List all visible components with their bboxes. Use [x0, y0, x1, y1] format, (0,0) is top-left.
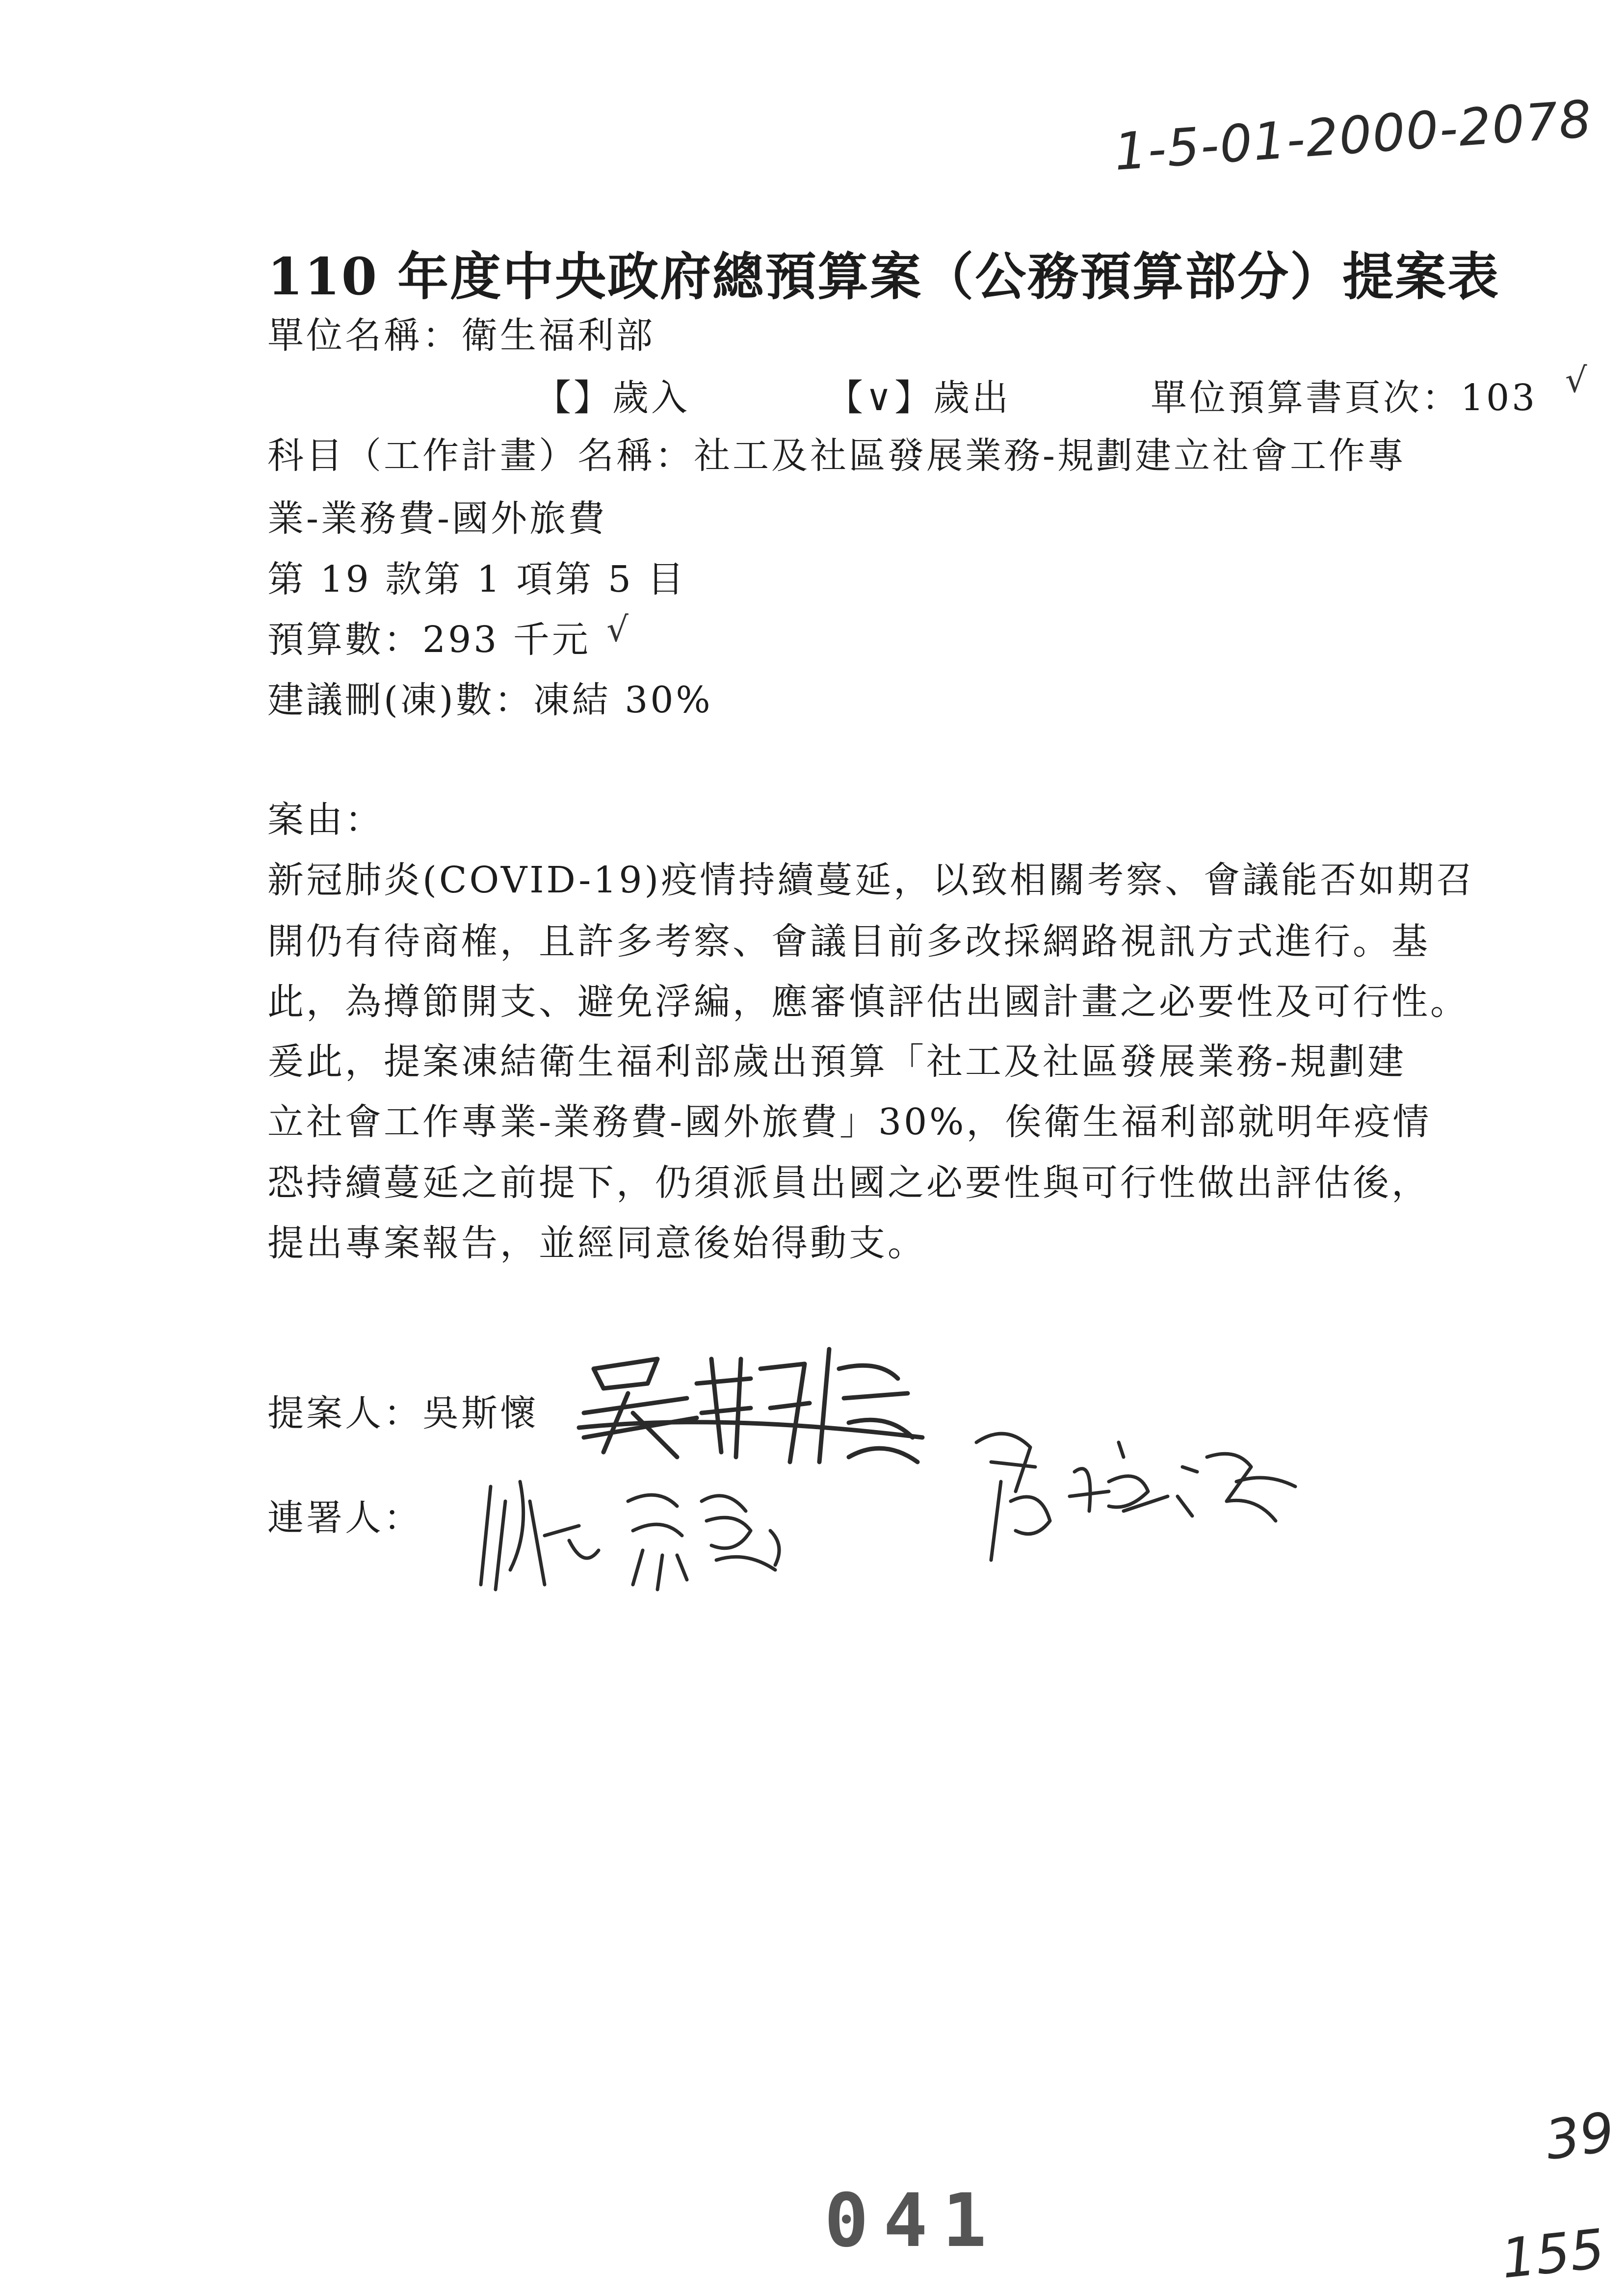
- revenue-option: 【】歲入: [535, 377, 690, 419]
- proposer-signature: [574, 1339, 927, 1477]
- reason-heading: 案由：: [267, 799, 384, 841]
- check-mark-icon: √: [1565, 360, 1590, 400]
- expenditure-option: 【∨】歲出: [827, 377, 1011, 419]
- handwritten-corner-number: 155: [1498, 2217, 1608, 2291]
- cosigner-signature-2: [962, 1413, 1315, 1570]
- reason-line: 新冠肺炎(COVID-19)疫情持續蔓延，以致相關考察、會議能否如期召: [267, 859, 1475, 901]
- subject-line-2: 業-業務費-國外旅費: [267, 497, 607, 540]
- proposer-line: 提案人：吳斯懷: [267, 1392, 539, 1435]
- budget-amount-line: [267, 611, 629, 663]
- reason-line: 爰此，提案凍結衛生福利部歲出預算「社工及社區發展業務-規劃建: [267, 1041, 1407, 1083]
- unit-name-line: 單位名稱：衛生福利部: [267, 314, 655, 357]
- reason-line: 恐持續蔓延之前提下，仍須派員出國之必要性與可行性做出評估後，: [267, 1162, 1430, 1204]
- handwritten-document-id: 1-5-01-2000-2078: [1112, 89, 1595, 182]
- reason-line: 開仍有待商榷，且許多考察、會議目前多改採網路視訊方式進行。基: [267, 920, 1430, 963]
- handwritten-corner-number: 39: [1541, 2100, 1619, 2172]
- reason-line: 此，為撙節開支、避免浮編，應審慎評估出國計畫之必要性及可行性。: [267, 981, 1469, 1023]
- cosigner-signature-1: [471, 1472, 854, 1599]
- check-mark-icon: √: [606, 609, 631, 650]
- page-title: 110 年度中央政府總預算案（公務預算部分）提案表: [267, 246, 1500, 307]
- budget-book-page-ref: 單位預算書頁次：103: [1151, 377, 1538, 419]
- budget-amount-text: 預算數：293 千元: [267, 619, 591, 661]
- budget-item-line: 第 19 款第 1 項第 5 目: [267, 558, 686, 600]
- page-footer-number: 041: [824, 2178, 1001, 2264]
- cosigner-label: 連署人：: [267, 1497, 422, 1539]
- reason-line: 提出專案報告，並經同意後始得動支。: [267, 1222, 926, 1264]
- reason-line: 立社會工作專業-業務費-國外旅費」30%，俟衛生福利部就明年疫情: [267, 1101, 1432, 1143]
- suggested-cut-line: 建議刪(凍)數：凍結 30%: [267, 679, 713, 721]
- subject-line-1: 科目（工作計畫）名稱：社工及社區發展業務-規劃建立社會工作專: [267, 435, 1407, 477]
